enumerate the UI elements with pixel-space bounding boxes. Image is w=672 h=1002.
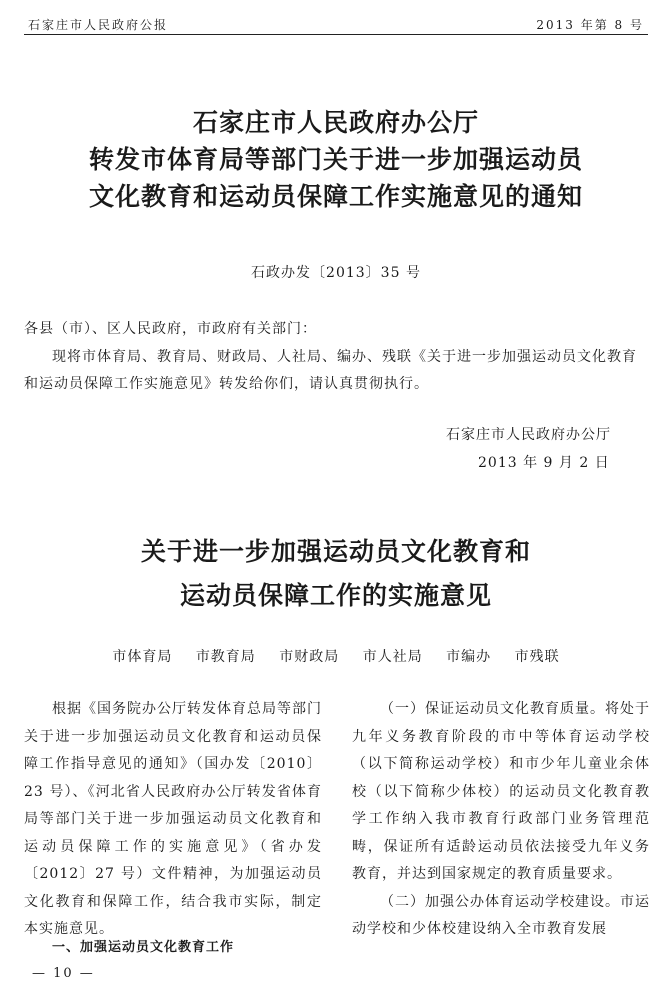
opinion-title-line-2: 运动员保障工作的实施意见 (179, 581, 492, 610)
org-sports-bureau: 市体育局 (112, 649, 173, 665)
opinion-intro-paragraph: 根据《国务院办公厅转发体育总局等部门关于进一步加强运动员文化教育和运动员保障工作指导意见的通知》（国办发〔2010〕23 号）、《河北省人民政府办公厅转发省体育局等部门关于进一步加强运动员文化教育和运动员保障工作的实施意见》（省办发〔2012〕27 号）文件精神，为加强运动员文化教育和保障工作，结合我市实际，制定本实施意见。 (24, 701, 322, 937)
notice-title-line-1: 石家庄市人民政府办公厅 (192, 108, 479, 137)
org-education-bureau: 市教育局 (195, 649, 256, 665)
notice-title-line-3: 文化教育和运动员保障工作实施意见的通知 (88, 182, 583, 211)
right-column (352, 696, 650, 944)
issuing-organizations (0, 646, 672, 666)
issue-number: 2013 年第 8 号 (536, 18, 644, 32)
org-finance-bureau: 市财政局 (279, 649, 340, 665)
org-staffing-office: 市编办 (446, 649, 492, 665)
section-heading: 一、加强运动员文化教育工作 (52, 940, 235, 955)
page-number: — 10 — (32, 966, 95, 981)
org-hr-bureau: 市人社局 (362, 649, 423, 665)
opinion-title-line-1: 关于进一步加强运动员文化教育和 (140, 537, 531, 566)
header-divider (24, 34, 648, 35)
paragraph-school-construction: （二）加强公办体育运动学校建设。市运动学校和少体校建设纳入全市教育发展 (352, 893, 650, 937)
signature-date: 2013 年 9 月 2 日 (478, 455, 610, 471)
paragraph-education-quality: （一）保证运动员文化教育质量。将处于九年义务教育阶段的市中等体育运动学校（以下简称运动学校）和市少年儿童业余体校（以下简称少体校）的运动员文化教育教学工作纳入我市教育行政部门业务管理范畴，保证所有适龄运动员依法接受九年义务教育，并达到国家规定的教育质量要求。 (352, 701, 650, 882)
document-number: 石政办发〔2013〕35 号 (251, 265, 421, 281)
journal-name: 石家庄市人民政府公报 (28, 18, 169, 32)
notice-title-line-2: 转发市体育局等部门关于进一步加强运动员 (88, 145, 583, 174)
org-disabled-federation: 市残联 (514, 649, 560, 665)
signature-organization: 石家庄市人民政府办公厅 (446, 427, 611, 443)
salutation: 各县（市）、区人民政府，市政府有关部门： (24, 321, 317, 337)
notice-body: 现将市体育局、教育局、财政局、人社局、编办、残联《关于进一步加强运动员文化教育和运动员保障工作实施意见》转发给你们，请认真贯彻执行。 (24, 349, 637, 392)
